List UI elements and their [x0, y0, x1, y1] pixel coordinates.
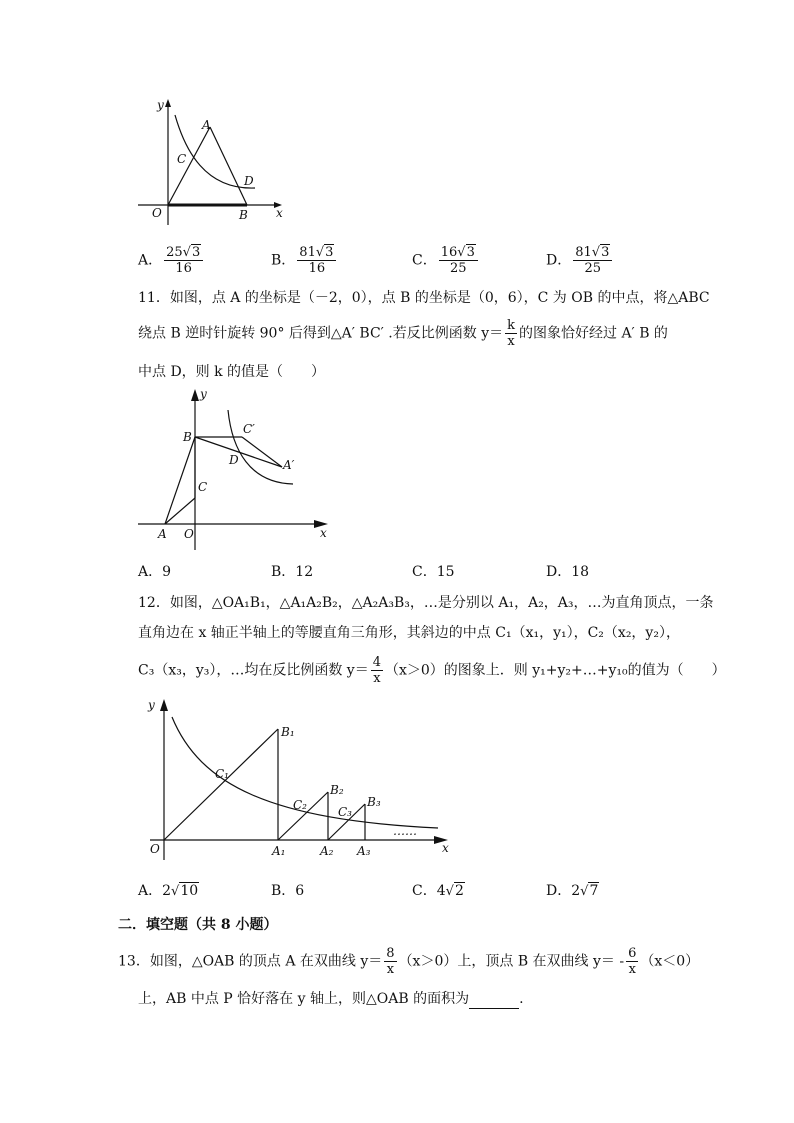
fig10-label-B: B: [239, 208, 248, 222]
option-letter: A．: [138, 252, 163, 269]
fraction-numerator: 6: [628, 946, 637, 961]
q12-option-a[interactable]: A．2√10: [138, 883, 199, 899]
fig10-label-x: x: [276, 206, 283, 220]
coef: 25: [166, 245, 183, 260]
fraction-denominator: x: [628, 962, 636, 977]
radicand: 10: [180, 883, 199, 899]
radicand: 3: [191, 245, 201, 260]
fraction-denominator: x: [373, 671, 381, 686]
q13-stem-line2: [138, 989, 524, 1009]
fig11-label-D: D: [229, 453, 239, 467]
q10-option-b[interactable]: B． $\frac{81√3}{16}$: [271, 245, 338, 276]
fraction-numerator: 4: [372, 655, 381, 670]
q12-stem-line2: 直角边在 x 轴正半轴上的等腰直角三角形，其斜边的中点 C₁（x₁，y₁），C₂（x₂，y₂），: [138, 625, 680, 641]
option-letter: B．: [271, 883, 296, 899]
q11-options: [138, 561, 698, 591]
q12-stem-line3: [138, 655, 726, 686]
q10-option-c[interactable]: C． $\frac{16√3}{25}$: [412, 245, 480, 276]
fig10-label-O: O: [152, 206, 162, 220]
option-letter: C．: [412, 883, 437, 899]
fig12-label-O: O: [150, 842, 160, 856]
q10-figure: [130, 95, 290, 235]
q13-text-line2: 上，AB 中点 P 恰好落在 y 轴上，则△OAB 的面积为: [138, 991, 470, 1007]
fig11-label-x: x: [320, 526, 327, 540]
fig12-label-C2: C₂: [293, 798, 307, 812]
fig12-label-B2: B₂: [330, 783, 344, 797]
denominator: 25: [584, 261, 602, 276]
fraction-numerator: 8: [386, 946, 395, 961]
q13-stem-line1: [118, 946, 699, 977]
q12-options: [138, 880, 698, 910]
fig11-label-B: B: [183, 430, 192, 444]
coef: 4: [436, 883, 446, 899]
q13-period: .: [519, 991, 524, 1007]
fig12-label-A3: A₃: [357, 844, 371, 858]
q12-option-c[interactable]: C．4√2: [412, 883, 464, 899]
q13-text-c: （x＜0）: [640, 953, 700, 970]
coef: 81: [299, 245, 316, 260]
q11-stem-line1: 11．如图，点 A 的坐标是（－2，0），点 B 的坐标是（0，6），C 为 OB 的中点，将△ABC: [138, 290, 710, 306]
q11-option-d[interactable]: D．18: [546, 564, 590, 580]
fig11-label-A-prime: A′: [283, 458, 295, 472]
q10-option-d[interactable]: D． $\frac{81√3}{25}$: [546, 245, 614, 276]
coef: 16: [440, 245, 458, 260]
denominator: 16: [175, 261, 192, 276]
radicand: 2: [454, 883, 464, 899]
fig10-label-A: A: [202, 118, 211, 132]
fraction-denominator: x: [386, 962, 395, 977]
q12-text-b: （x＞0）的图象上．则 y₁+y₂+…+y₁₀的值为（ ）: [385, 662, 726, 679]
q11-stem-line3: 中点 D，则 k 的值是（ ）: [138, 364, 326, 380]
coef: 2: [162, 883, 172, 899]
fig11-label-O: O: [184, 527, 194, 541]
denominator: 25: [450, 261, 467, 276]
section-title: 二．填空题（共 8 小题）: [118, 917, 278, 933]
fig12-label-dots: ……: [393, 824, 417, 838]
fig10-label-C: C: [177, 152, 187, 166]
q12-text-a: C₃（x₃，y₃），…均在反比例函数 y＝: [138, 662, 369, 679]
fig12-label-C1: C₁: [215, 767, 229, 781]
q10-option-a[interactable]: A． $\frac{25√3}{16}$: [138, 245, 205, 276]
option-letter: B．: [271, 252, 296, 269]
option-letter: D．: [546, 883, 572, 899]
option-letter: A．: [138, 883, 163, 899]
fig11-label-C: C: [198, 480, 208, 494]
option-letter: C．: [412, 252, 437, 269]
value: 6: [295, 883, 305, 899]
radicand: 3: [601, 245, 610, 260]
q12-stem-line1: 12．如图，△OA₁B₁，△A₁A₂B₂，△A₂A₃B₃，…是分别以 A₁，A₂，A₃，…为直角顶点，一条: [138, 595, 714, 611]
fig12-label-C3: C₃: [338, 805, 352, 819]
fig11-label-C-prime: C′: [243, 422, 255, 436]
fig12-label-B3: B₃: [367, 795, 381, 809]
fig12-label-A1: A₁: [272, 844, 286, 858]
radicand: 3: [466, 245, 475, 260]
fig11-label-y: y: [200, 387, 207, 401]
answer-blank[interactable]: [469, 994, 519, 1009]
fraction-numerator: k: [507, 318, 515, 333]
q11-option-b[interactable]: B．12: [271, 564, 314, 580]
fig11-label-A: A: [158, 527, 167, 541]
denominator: 16: [308, 261, 326, 276]
q11-text-a: 绕点 B 逆时针旋转 90° 后得到△A′ BC′ .若反比例函数 y＝: [138, 325, 504, 342]
q11-figure: [130, 385, 340, 555]
q12-option-b[interactable]: [271, 880, 304, 900]
option-letter: D．: [546, 252, 572, 269]
fig12-label-B1: B₁: [281, 725, 295, 739]
fig10-label-D: D: [244, 174, 254, 188]
fraction-denominator: x: [507, 334, 515, 349]
q11-option-a[interactable]: A．9: [138, 564, 172, 580]
q13-text-a: 13．如图，△OAB 的顶点 A 在双曲线 y＝: [118, 953, 383, 970]
q11-stem-line2: [138, 318, 668, 349]
q10-options: [138, 245, 698, 275]
q12-option-d[interactable]: D．2√7: [546, 883, 599, 899]
coef: 81: [575, 245, 592, 260]
q11-option-c[interactable]: C．15: [412, 564, 455, 580]
q13-text-b: （x＞0）上，顶点 B 在双曲线 y＝ -: [398, 953, 625, 970]
fig12-label-y: y: [148, 698, 155, 712]
radicand: 7: [589, 883, 599, 899]
coef: 2: [571, 883, 581, 899]
radicand: 3: [325, 245, 334, 260]
fig10-label-y: y: [157, 98, 164, 112]
q12-figure: [140, 695, 460, 865]
fig12-label-A2: A₂: [320, 844, 334, 858]
q11-text-b: 的图象恰好经过 A′ B 的: [519, 325, 668, 342]
fig12-label-x: x: [442, 841, 449, 855]
